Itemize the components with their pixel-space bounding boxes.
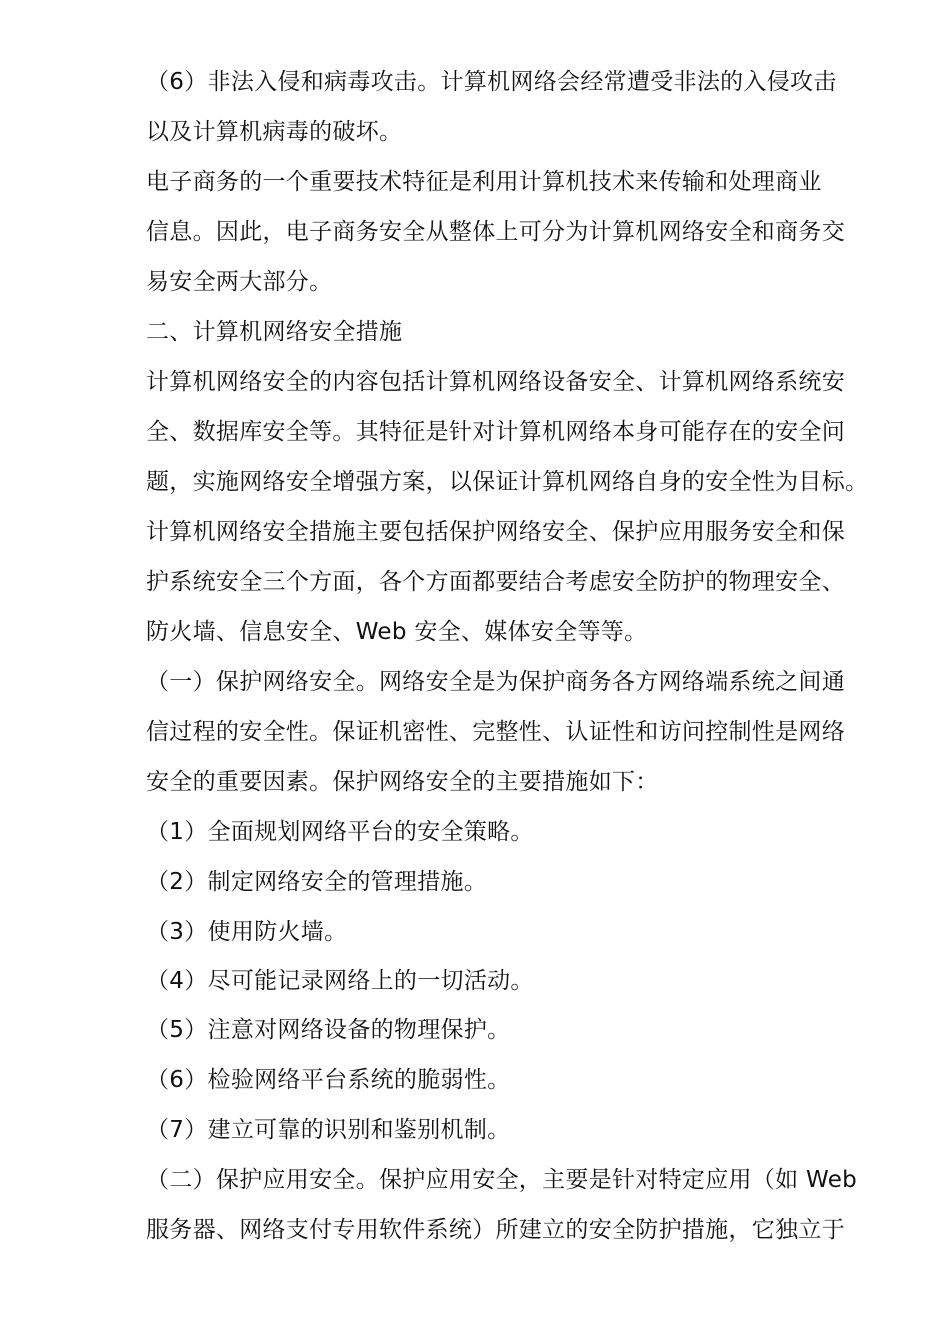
text-line: 护系统安全三个方面，各个方面都要结合考虑安全防护的物理安全、 — [146, 569, 845, 595]
list-item: （2）制定网络安全的管理措施。 — [146, 869, 488, 895]
list-item: （3）使用防火墙。 — [146, 919, 348, 945]
text-line: 以及计算机病毒的破坏。 — [146, 119, 403, 145]
section-heading: 二、计算机网络安全措施 — [146, 319, 403, 345]
text-line: 安全的重要因素。保护网络安全的主要措施如下： — [146, 769, 659, 795]
text-line: （一）保护网络安全。网络安全是为保护商务各方网络端系统之间通 — [146, 669, 845, 695]
list-item: （5）注意对网络设备的物理保护。 — [146, 1017, 511, 1043]
text-line: 易安全两大部分。 — [146, 269, 333, 295]
list-item: （1）全面规划网络平台的安全策略。 — [146, 819, 534, 845]
text-line: 全、数据库安全等。其特征是针对计算机网络本身可能存在的安全问 — [146, 419, 845, 445]
list-item: （7）建立可靠的识别和鉴别机制。 — [146, 1117, 511, 1143]
text-line: （6）非法入侵和病毒攻击。计算机网络会经常遭受非法的入侵攻击 — [146, 69, 837, 95]
list-item: （4）尽可能记录网络上的一切活动。 — [146, 968, 534, 994]
text-line: 计算机网络安全的内容包括计算机网络设备安全、计算机网络系统安 — [146, 369, 845, 395]
text-line: 电子商务的一个重要技术特征是利用计算机技术来传输和处理商业 — [146, 169, 822, 195]
list-item: （6）检验网络平台系统的脆弱性。 — [146, 1067, 511, 1093]
text-line: （二）保护应用安全。保护应用安全，主要是针对特定应用（如 Web — [146, 1167, 858, 1193]
text-line: 信息。因此，电子商务安全从整体上可分为计算机网络安全和商务交 — [146, 219, 845, 245]
text-line: 计算机网络安全措施主要包括保护网络安全、保护应用服务安全和保 — [146, 519, 845, 545]
text-line: 防火墙、信息安全、Web 安全、媒体安全等等。 — [146, 619, 648, 645]
text-line: 服务器、网络支付专用软件系统）所建立的安全防护措施，它独立于 — [146, 1217, 845, 1243]
text-line: 题，实施网络安全增强方案，以保证计算机网络自身的安全性为目标。 — [146, 469, 869, 495]
text-line: 信过程的安全性。保证机密性、完整性、认证性和访问控制性是网络 — [146, 719, 845, 745]
